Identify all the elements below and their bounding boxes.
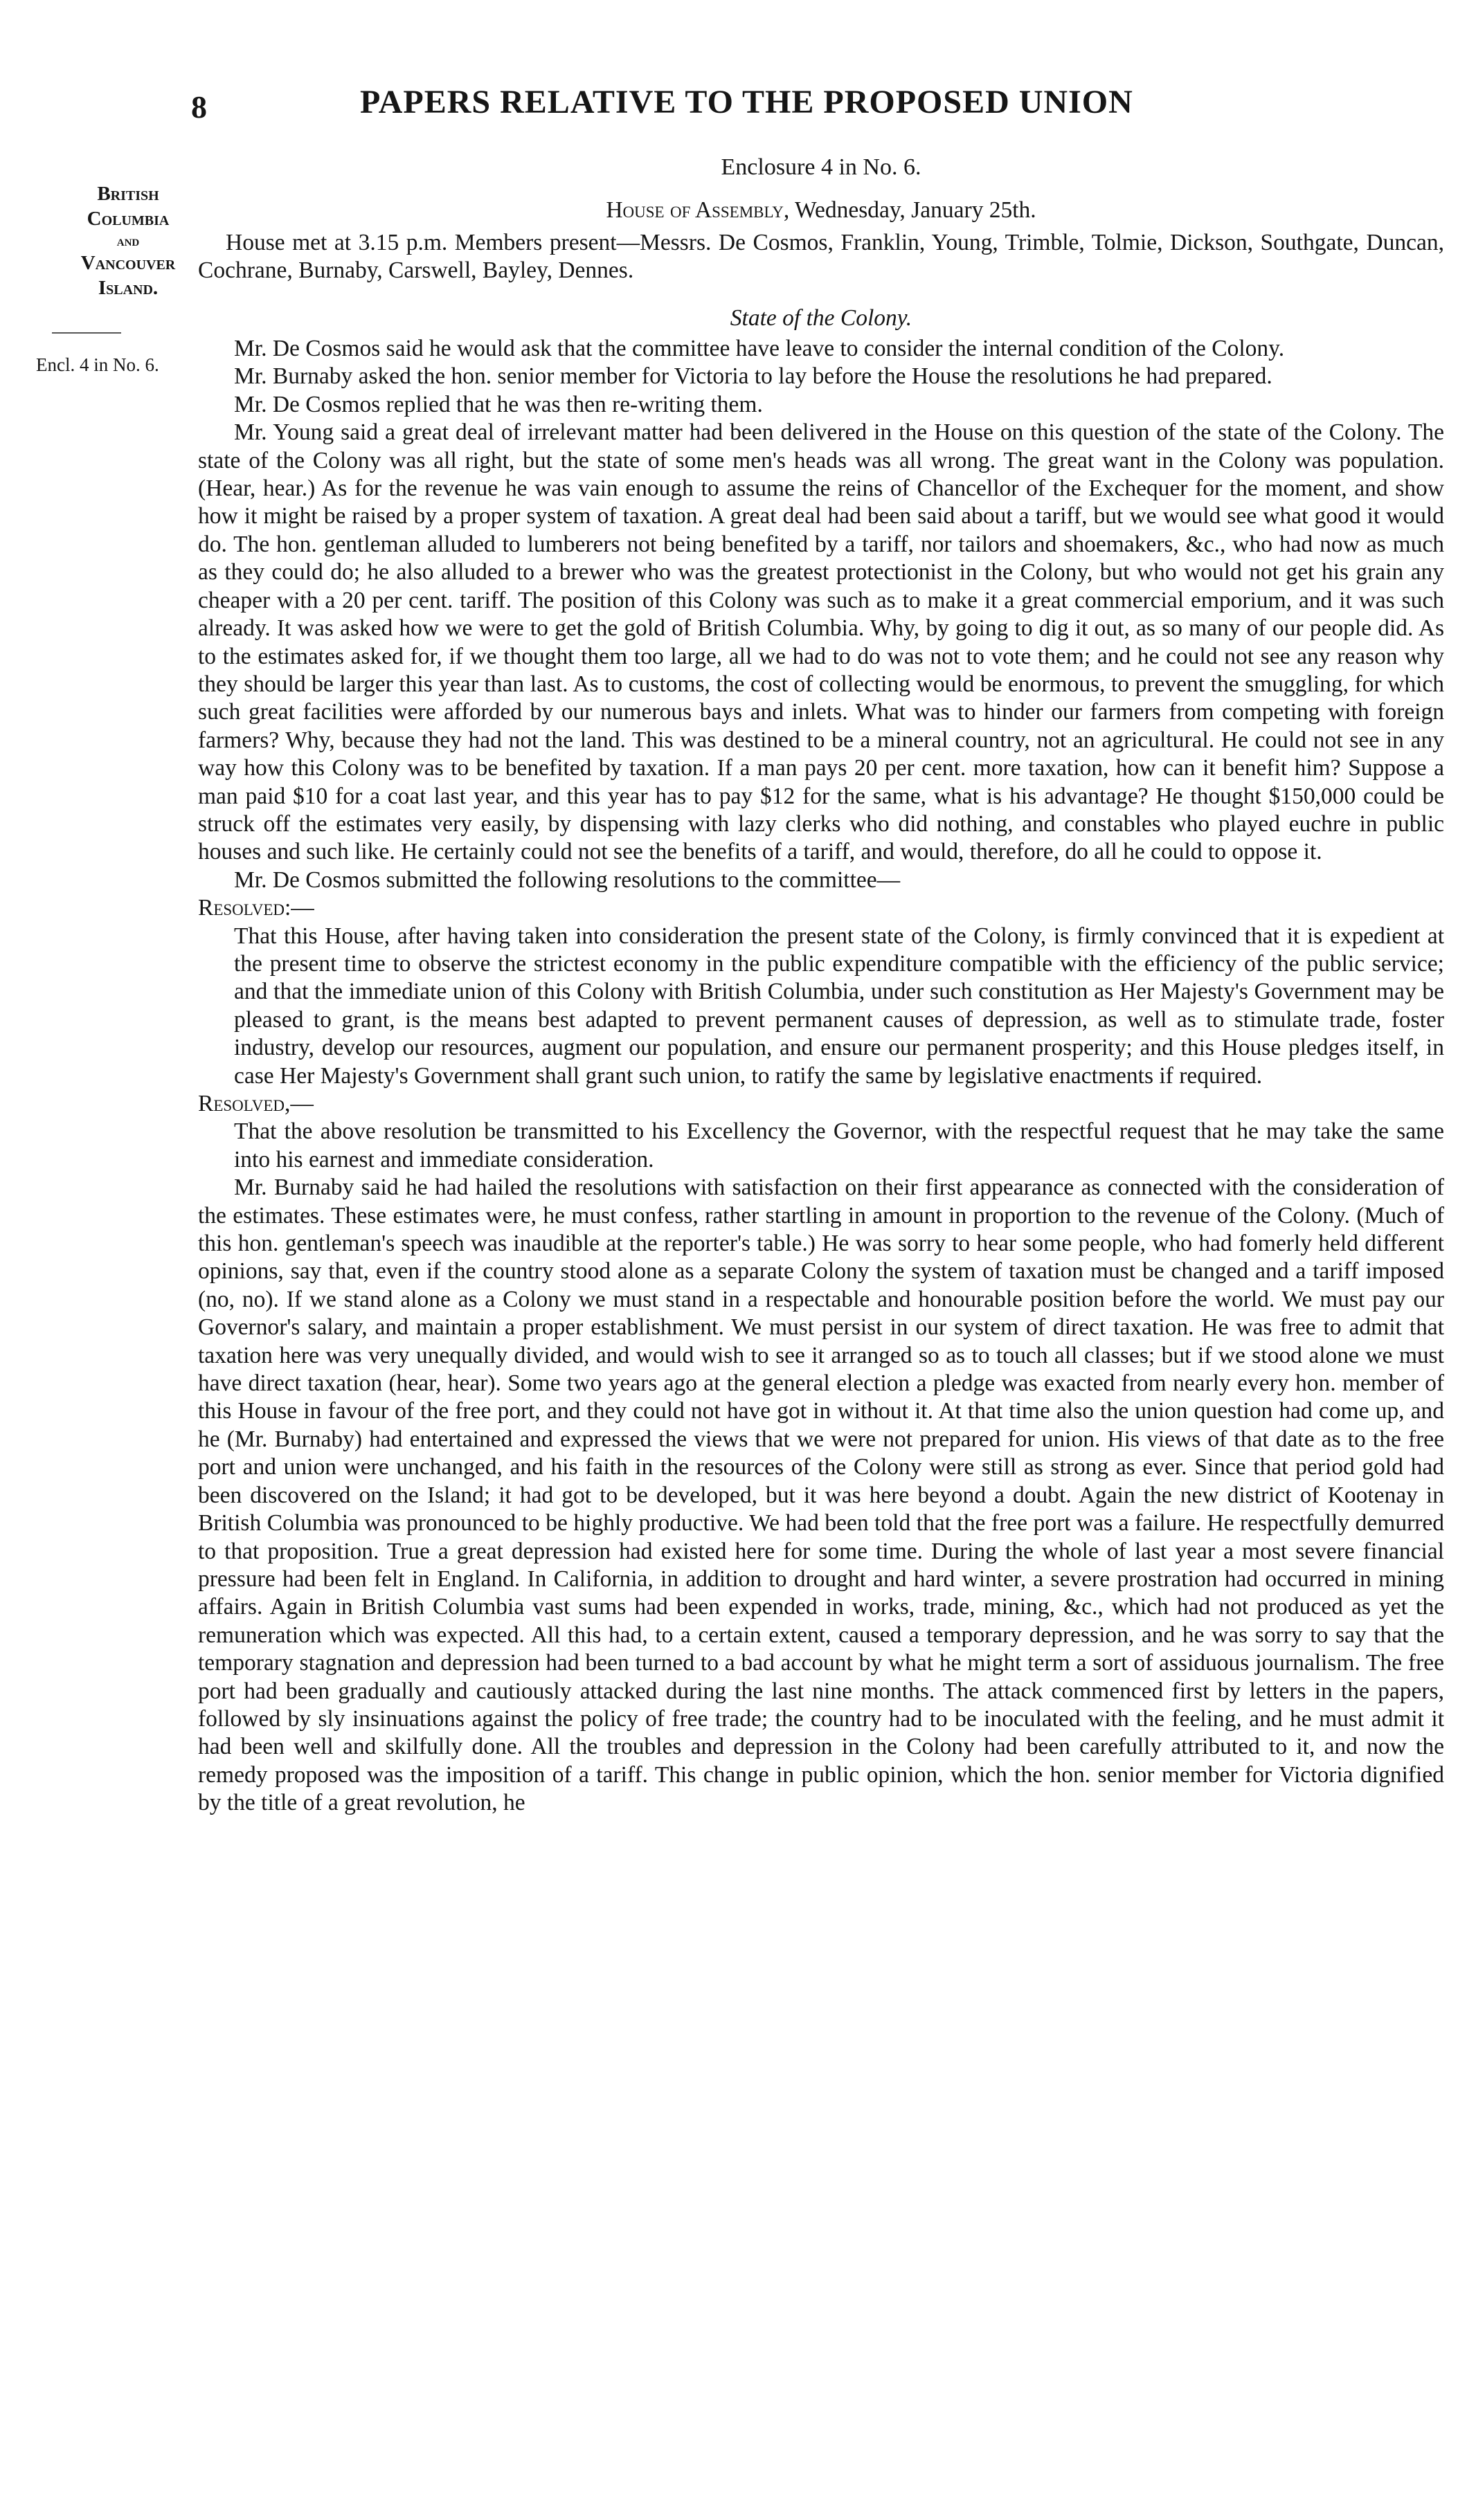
margin-divider: [52, 332, 121, 334]
page-number: 8: [191, 89, 207, 125]
margin-note-line: and: [116, 232, 140, 249]
body-paragraph: Mr. De Cosmos submitted the following resolutions to the committee—: [234, 867, 901, 893]
running-head: PAPERS RELATIVE TO THE PROPOSED UNION: [360, 84, 1133, 120]
margin-note-line: British: [97, 183, 159, 205]
margin-note-line: Columbia: [87, 208, 170, 230]
body-paragraph: Mr. Burnaby asked the hon. senior member for Victoria to lay before the House the resolutions he had prepared.: [234, 363, 1272, 390]
resolved-label: Resolved,—: [198, 1091, 314, 1116]
resolution-text: That this House, after having taken into consideration the present state of the Colony, is firmly convinced that it is expedient at the present time to observe the strictest economy in the public expenditure compatible with the efficiency of the public service; and that the immediate union of this Colony with British Columbia, under such constitution as Her Majesty's Government may be pleased to grant, is the means best adapted to prevent permanent causes of depression, as well as to stimulate trade, foster industry, develop our resources, augment our population, and ensure our permanent prosperity; and this House pledges itself, in case Her Majesty's Government shall grant such union, to ratify the same by legislative enactments if required.: [234, 923, 1444, 1089]
section-title: State of the Colony.: [730, 305, 912, 331]
attendance-paragraph: House met at 3.15 p.m. Members present—Messrs. De Cosmos, Franklin, Young, Trimble, Tolmie, Dickson, Southgate, Duncan, Cochrane, Burnaby, Carswell, Bayley, Dennes.: [198, 229, 1444, 284]
house-heading-title: House of Assembly,: [606, 197, 790, 224]
margin-note-line: Vancouver: [80, 252, 176, 274]
resolution-text: That the above resolution be transmitted to his Excellency the Governor, with the respectful request that he may take the same into his earnest and immediate consideration.: [234, 1118, 1444, 1172]
body-paragraph: Mr. De Cosmos replied that he was then re-writing them.: [234, 391, 763, 417]
house-heading: [198, 197, 1444, 224]
body-paragraph: Mr. Burnaby said he had hailed the resolutions with satisfaction on their first appearance as connected with the consideration of the estimates. These estimates were, he must confess, rather startling in amount in proportion to the revenue of the Colony. (Much of this hon. gentleman's speech was inaudible at the reporter's table.) He was sorry to hear some people, who had fomerly held different opinions, say that, even if the country stood alone as a separate Colony the system of taxation must be changed and a tariff imposed (no, no). If we stand alone as a Colony we must stand in a respectable and honourable position before the world. We must pay our Governor's salary, and maintain a proper establishment. We must persist in our system of direct taxation. He was free to admit that taxation here was very unequally divided, and would wish to see it arranged so as to touch all classes; but if we stood alone we must have direct taxation (hear, hear). Some two years ago at the general election a pledge was exacted from nearly every hon. member of this House in favour of the free port, and they could not have got in without it. At that time also the union question had come up, and he (Mr. Burnaby) had entertained and expressed the views that we were not prepared for union. His views of that date as to the free port and union were unchanged, and his faith in the resources of the Colony were still as strong as ever. Since that period gold had been discovered on the Island; it had got to be developed, but it was here beyond a doubt. Again the new district of Kootenay in British Columbia was pronounced to be highly productive. We had been told that the free port was a failure. He respectfully demurred to that proposition. True a great depression had existed here for some time. During the whole of last year a most severe financial pressure had been felt in England. In California, in addition to drought and hard winter, a severe prostration had occurred in mining affairs. Again in British Columbia vast sums had been expended in works, trade, mining, &c., which had not produced as yet the remuneration which was expected. All this had, to a certain extent, caused a temporary depression, and he was sorry to say that the temporary stagnation and depression had been turned to a bad account by what he might term a sort of assiduous journalism. The free port had been gradually and cautiously attacked during the last nine months. The attack commenced first by letters in the papers, followed by sly insinuations against the policy of free trade; the country had to be inoculated with the feeling, and he must admit it had been well and skilfully done. All the troubles and depression in the Colony had been carefully attributed to it, and now the remedy proposed was the imposition of a tariff. This change in public opinion, which the hon. senior member for Victoria dignified by the title of a great revolution, he: [198, 1175, 1444, 1816]
margin-note: [42, 181, 215, 300]
body-paragraph: Mr. Young said a great deal of irrelevant matter had been delivered in the House on this question of the state of the Colony. The state of the Colony was all right, but the state of some men's heads was all wrong. The great want in the Colony was population. (Hear, hear.) As for the revenue he was vain enough to assume the reins of Chancellor of the Exchequer for the moment, and show how it might be raised by a proper system of taxation. A great deal had been said about a tariff, but we would see what good it would do. The hon. gentleman alluded to lumberers not being benefited by a tariff, nor tailors and shoemakers, &c., who had now as much as they could do; he also alluded to a brewer who was the greatest protectionist in the Colony, but who would not get his grain any cheaper with a 20 per cent. tariff. The position of this Colony was such as to make it a great commercial emporium, and it was such already. It was asked how we were to get the gold of British Columbia. Why, by going to dig it out, as so many of our people did. As to the estimates asked for, if we thought them too large, all we had to do was not to vote them; and he could not see any reason why they should be larger this year than last. As to customs, the cost of collecting would be enormous, to prevent the smuggling, for which such great facilities were afforded by our numerous bays and inlets. What was to hinder our farmers from competing with foreign farmers? Why, because they had not the land. This was destined to be a mineral country, not an agricultural. He could not see in any way how this Colony was to be benefited by taxation. If a man pays 20 per cent. more taxation, how can it benefit him? Suppose a man paid $10 for a coat last year, and this year has to pay $12 for the same, what is his advantage? He thought $150,000 could be struck off the estimates very easily, by dispensing with lazy clerks who did nothing, and constables who played euchre in public houses and such like. He certainly could not see the benefits of a tariff, and would, therefore, do all he could to oppose it.: [198, 419, 1444, 865]
house-heading-date: Wednesday, January 25th.: [795, 197, 1036, 224]
document-body: [198, 154, 1444, 1818]
enclosure-heading: Enclosure 4 in No. 6.: [721, 154, 921, 180]
margin-enclosure-ref: Encl. 4 in No. 6.: [36, 354, 159, 375]
margin-note-line: Island.: [98, 277, 159, 299]
body-paragraph: Mr. De Cosmos said he would ask that the committee have leave to consider the internal condition of the Colony.: [234, 336, 1285, 362]
resolved-label: Resolved:—: [198, 895, 314, 921]
